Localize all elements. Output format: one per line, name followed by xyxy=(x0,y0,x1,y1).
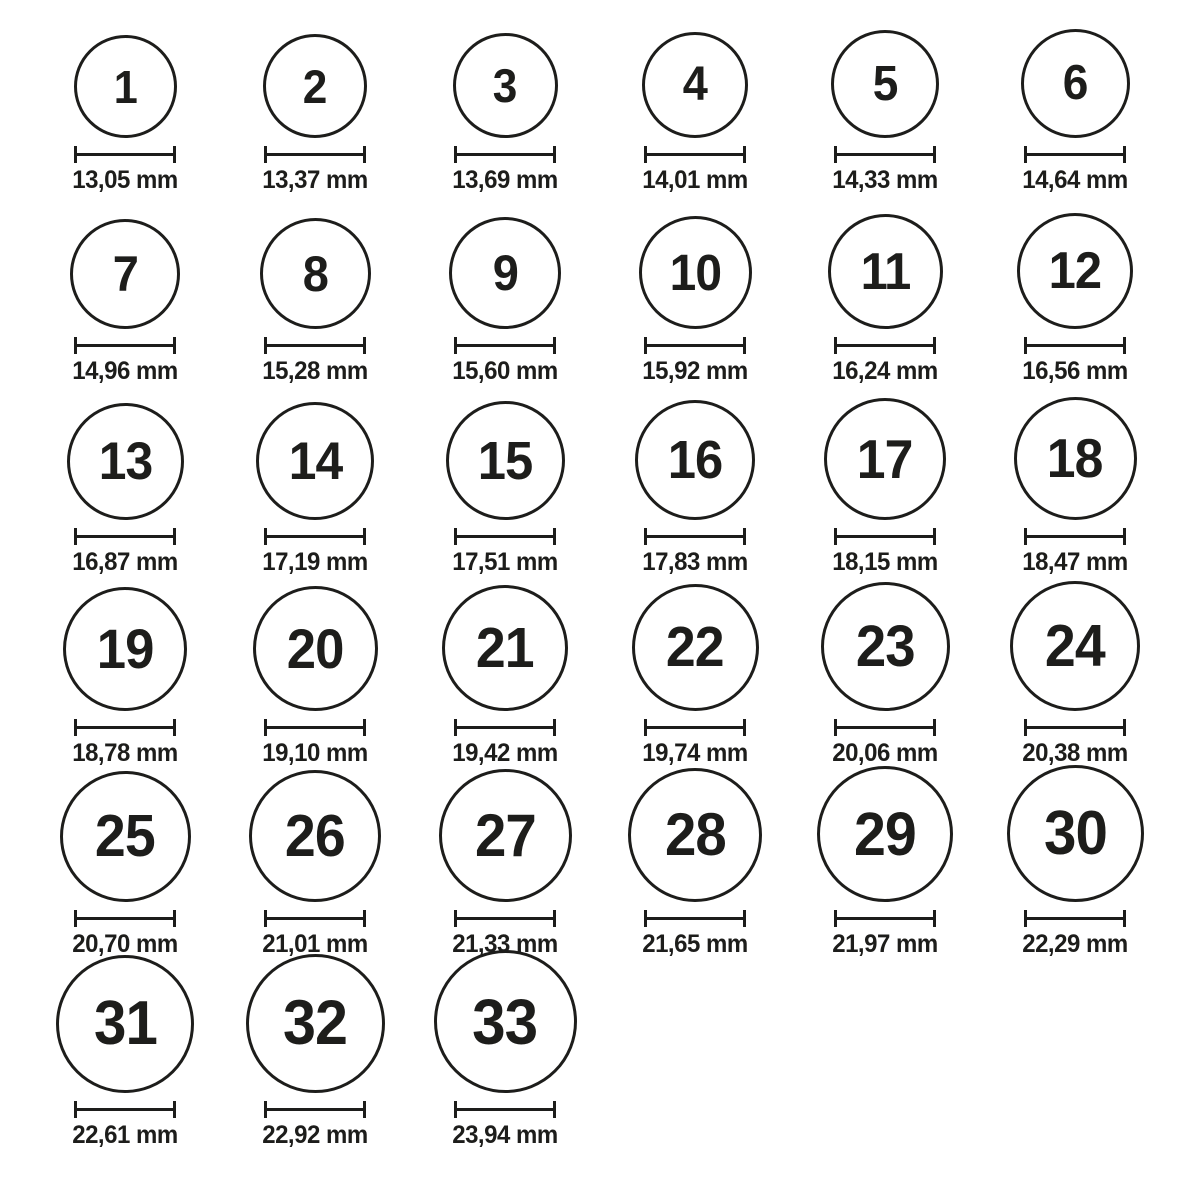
ring-size-number: 29 xyxy=(854,799,916,868)
diameter-label: 18,47 mm xyxy=(1022,548,1128,576)
diameter-measure-bar xyxy=(264,146,366,163)
ring-size-number: 12 xyxy=(1048,242,1102,300)
ring-circle xyxy=(821,582,950,711)
ring-size-item xyxy=(790,392,980,583)
diameter-label: 19,74 mm xyxy=(642,739,748,767)
diameter-label: 17,19 mm xyxy=(262,548,368,576)
ring-circle xyxy=(439,769,572,902)
diameter-measure-bar xyxy=(1024,337,1126,354)
ring-size-number: 18 xyxy=(1047,427,1103,489)
ring-circle xyxy=(63,587,187,711)
ring-size-item xyxy=(600,10,790,201)
ring-circle xyxy=(1021,29,1130,138)
ring-size-number: 30 xyxy=(1043,798,1107,868)
ring-size-number: 22 xyxy=(666,615,724,679)
ring-circle xyxy=(263,34,367,138)
diameter-label: 21,01 mm xyxy=(262,930,368,958)
diameter-measure-bar xyxy=(834,146,936,163)
ring-circle xyxy=(253,586,378,711)
ring-circle xyxy=(67,403,184,520)
ring-circle xyxy=(60,771,191,902)
ring-size-number: 32 xyxy=(282,988,347,1058)
diameter-label: 17,51 mm xyxy=(452,548,558,576)
ring-size-number: 13 xyxy=(98,432,152,491)
ring-size-number: 4 xyxy=(682,58,708,111)
diameter-label: 14,96 mm xyxy=(72,357,178,385)
ring-circle xyxy=(56,955,194,1093)
ring-size-item xyxy=(30,965,220,1156)
ring-size-number: 1 xyxy=(113,60,137,113)
ring-size-number: 27 xyxy=(474,801,536,869)
diameter-label: 20,70 mm xyxy=(72,930,178,958)
ring-circle xyxy=(74,35,177,138)
diameter-label: 18,15 mm xyxy=(832,548,938,576)
diameter-measure-bar xyxy=(834,910,936,927)
diameter-measure-bar xyxy=(834,719,936,736)
diameter-label: 17,83 mm xyxy=(642,548,748,576)
ring-circle xyxy=(817,766,953,902)
ring-size-number: 28 xyxy=(664,801,726,868)
ring-size-item xyxy=(790,774,980,965)
diameter-measure-bar xyxy=(454,146,556,163)
diameter-label: 16,24 mm xyxy=(832,357,938,385)
diameter-label: 15,92 mm xyxy=(642,357,748,385)
ring-size-number: 10 xyxy=(669,244,721,301)
diameter-measure-bar xyxy=(74,528,176,545)
ring-size-number: 23 xyxy=(855,613,915,679)
diameter-measure-bar xyxy=(644,337,746,354)
diameter-label: 19,10 mm xyxy=(262,739,368,767)
diameter-measure-bar xyxy=(264,337,366,354)
diameter-measure-bar xyxy=(644,719,746,736)
diameter-measure-bar xyxy=(264,1101,366,1118)
diameter-label: 15,28 mm xyxy=(262,357,368,385)
ring-size-item xyxy=(220,583,410,774)
diameter-measure-bar xyxy=(834,528,936,545)
diameter-measure-bar xyxy=(834,337,936,354)
ring-size-item xyxy=(30,774,220,965)
diameter-measure-bar xyxy=(74,1101,176,1118)
ring-size-number: 2 xyxy=(303,59,327,113)
diameter-label: 14,33 mm xyxy=(832,166,938,194)
ring-size-number: 17 xyxy=(857,427,913,490)
diameter-label: 22,92 mm xyxy=(262,1121,368,1149)
ring-size-item xyxy=(790,583,980,774)
ring-size-item xyxy=(30,201,220,392)
diameter-label: 14,64 mm xyxy=(1022,166,1128,194)
ring-circle xyxy=(246,954,385,1093)
diameter-label: 19,42 mm xyxy=(452,739,558,767)
ring-circle xyxy=(628,768,762,902)
ring-circle xyxy=(639,216,752,329)
ring-size-item xyxy=(600,201,790,392)
diameter-measure-bar xyxy=(1024,528,1126,545)
ring-size-item xyxy=(410,201,600,392)
diameter-label: 18,78 mm xyxy=(72,739,178,767)
diameter-measure-bar xyxy=(454,528,556,545)
diameter-measure-bar xyxy=(74,146,176,163)
ring-circle xyxy=(449,217,561,329)
ring-size-number: 5 xyxy=(872,56,898,111)
ring-circle xyxy=(1010,581,1140,711)
ring-size-number: 14 xyxy=(288,431,342,491)
ring-size-item xyxy=(410,774,600,965)
diameter-measure-bar xyxy=(644,528,746,545)
ring-size-number: 19 xyxy=(96,617,154,680)
ring-size-item xyxy=(220,10,410,201)
ring-size-item xyxy=(600,392,790,583)
ring-size-number: 26 xyxy=(285,802,345,869)
ring-size-number: 7 xyxy=(112,246,138,302)
ring-size-item xyxy=(790,10,980,201)
diameter-measure-bar xyxy=(1024,910,1126,927)
ring-circle xyxy=(442,585,568,711)
diameter-label: 14,01 mm xyxy=(642,166,748,194)
ring-circle xyxy=(260,218,371,329)
diameter-label: 21,65 mm xyxy=(642,930,748,958)
diameter-measure-bar xyxy=(264,719,366,736)
diameter-measure-bar xyxy=(74,337,176,354)
diameter-measure-bar xyxy=(454,337,556,354)
diameter-measure-bar xyxy=(454,1101,556,1118)
ring-size-item xyxy=(790,201,980,392)
diameter-measure-bar xyxy=(74,910,176,927)
ring-size-item xyxy=(600,583,790,774)
diameter-label: 13,37 mm xyxy=(262,166,368,194)
ring-size-item xyxy=(980,583,1170,774)
diameter-measure-bar xyxy=(264,910,366,927)
diameter-label: 22,61 mm xyxy=(72,1121,178,1149)
ring-size-item xyxy=(980,774,1170,965)
ring-size-number: 33 xyxy=(472,985,538,1058)
ring-size-item xyxy=(410,10,600,201)
ring-size-item xyxy=(30,392,220,583)
diameter-label: 16,87 mm xyxy=(72,548,178,576)
diameter-measure-bar xyxy=(454,910,556,927)
diameter-label: 13,69 mm xyxy=(452,166,558,194)
diameter-measure-bar xyxy=(644,910,746,927)
ring-size-number: 20 xyxy=(286,616,344,680)
ring-size-number: 9 xyxy=(492,245,518,301)
ring-circle xyxy=(1017,213,1133,329)
ring-size-item xyxy=(980,201,1170,392)
ring-size-number: 31 xyxy=(93,989,157,1058)
ring-size-item xyxy=(30,583,220,774)
ring-size-item xyxy=(30,10,220,201)
ring-circle xyxy=(434,950,577,1093)
ring-circle xyxy=(1007,765,1144,902)
ring-size-number: 6 xyxy=(1062,56,1088,110)
diameter-measure-bar xyxy=(74,719,176,736)
ring-size-number: 8 xyxy=(302,245,328,302)
ring-circle xyxy=(249,770,381,902)
ring-size-number: 16 xyxy=(667,430,723,490)
diameter-label: 21,97 mm xyxy=(832,930,938,958)
ring-size-number: 11 xyxy=(860,242,910,301)
ring-size-number: 24 xyxy=(1045,612,1105,679)
ring-size-item xyxy=(220,965,410,1156)
ring-size-number: 25 xyxy=(95,803,155,869)
diameter-label: 23,94 mm xyxy=(452,1121,558,1149)
ring-circle xyxy=(831,30,939,138)
ring-size-number: 3 xyxy=(493,59,517,112)
diameter-measure-bar xyxy=(454,719,556,736)
ring-circle xyxy=(70,219,180,329)
diameter-label: 13,05 mm xyxy=(72,166,178,194)
ring-size-item xyxy=(410,392,600,583)
ring-circle xyxy=(635,400,755,520)
ring-size-number: 21 xyxy=(476,615,534,680)
ring-size-item xyxy=(220,392,410,583)
ring-circle xyxy=(828,214,943,329)
ring-size-item xyxy=(410,583,600,774)
ring-circle xyxy=(446,401,565,520)
ring-size-item xyxy=(980,392,1170,583)
ring-size-item xyxy=(600,774,790,965)
ring-circle xyxy=(1014,397,1137,520)
ring-size-item xyxy=(220,774,410,965)
diameter-label: 20,06 mm xyxy=(832,739,938,767)
diameter-label: 20,38 mm xyxy=(1022,739,1128,767)
diameter-measure-bar xyxy=(644,146,746,163)
ring-circle xyxy=(453,33,558,138)
ring-circle xyxy=(824,398,946,520)
diameter-measure-bar xyxy=(1024,146,1126,163)
diameter-measure-bar xyxy=(1024,719,1126,736)
ring-circle xyxy=(256,402,374,520)
diameter-label: 16,56 mm xyxy=(1022,357,1128,385)
ring-size-item xyxy=(410,965,600,1156)
diameter-label: 21,33 mm xyxy=(452,930,558,958)
ring-circle xyxy=(642,32,748,138)
diameter-label: 22,29 mm xyxy=(1022,930,1128,958)
diameter-label: 15,60 mm xyxy=(452,357,558,385)
diameter-measure-bar xyxy=(264,528,366,545)
ring-circle xyxy=(632,584,759,711)
ring-size-number: 15 xyxy=(477,430,533,491)
ring-size-item xyxy=(980,10,1170,201)
ring-size-item xyxy=(220,201,410,392)
